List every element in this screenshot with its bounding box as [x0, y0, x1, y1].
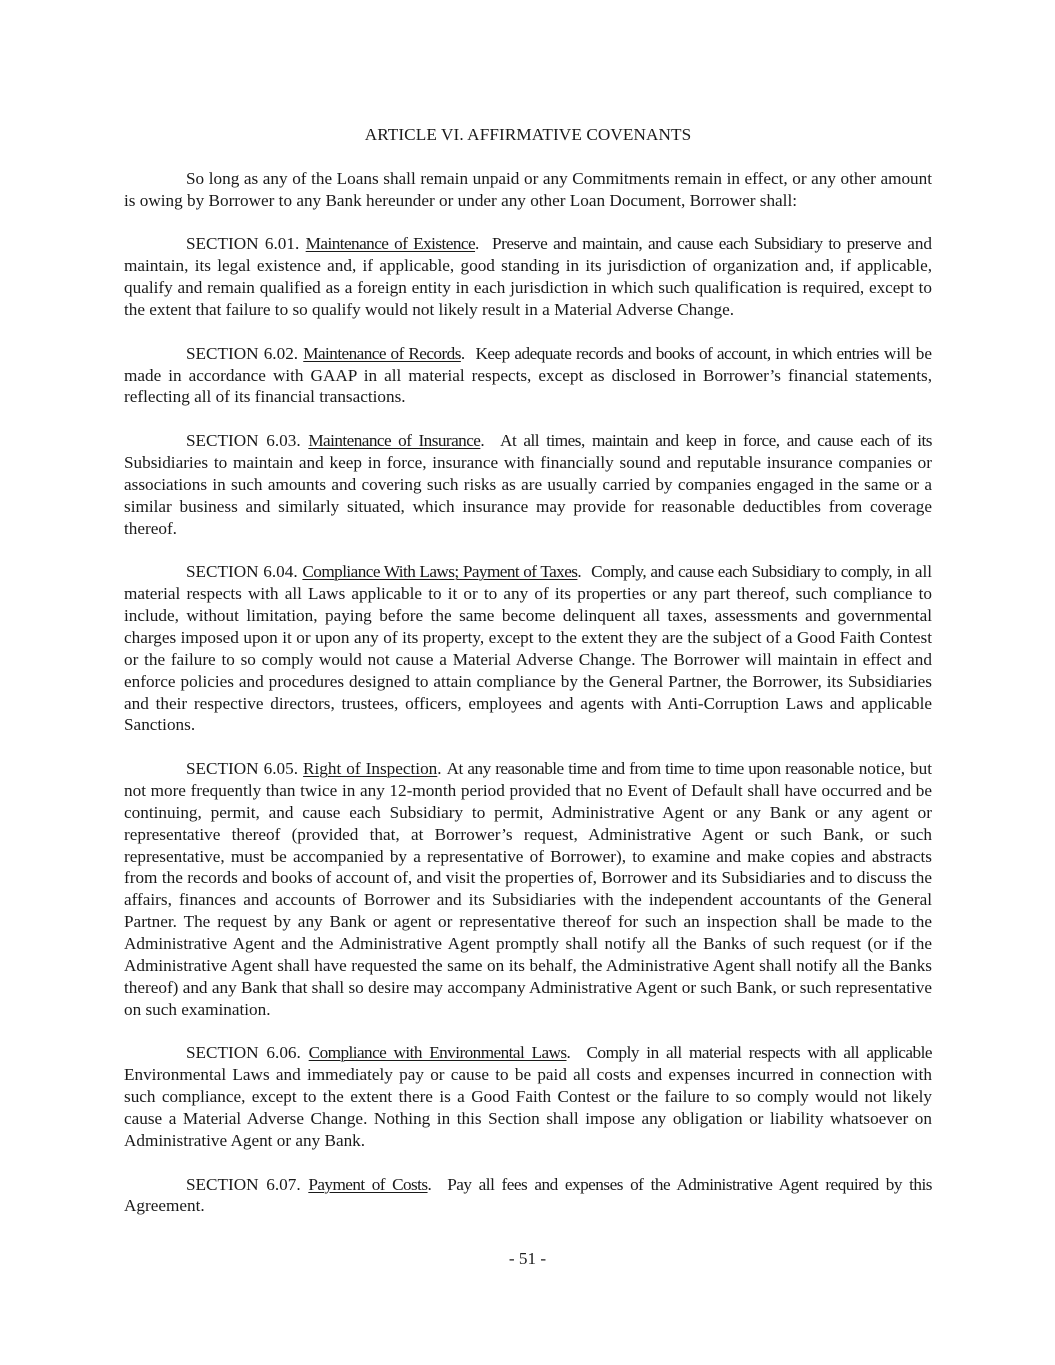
- section-lead-text: At any reasonable time and from time to time upon reasonable: [446, 758, 854, 778]
- section-body: will be made in accordance with GAAP in all material respects, except as disclosed in Borrower’s financial statements, reflecting all of its financial transactions.: [124, 343, 933, 407]
- section-6-03: SECTION 6.03. Maintenance of Insurance. At all times, maintain and keep in force, and cause each of its Subsidiaries to maintain and keep in force, insurance with financially sound and reputable insurance companies or associations in such amounts and covering such risks as are usually carried by companies engaged in the same or a similar business and similarly situated, which insurance may provide for reasonable deductibles from coverage thereof.: [124, 430, 932, 538]
- section-number: SECTION 6.01.: [186, 234, 300, 254]
- section-body: notice, but not more frequently than twice in any 12-month period provided that no Event of Default shall have occurred and be continuing, permit, and cause each Subsidiary to permit, Administrative Agent or any Bank or any agent or representative thereof (provided that, at Borrower’s request, Administrative Agent or such Bank, or such representative, must be accompanied by a representative of Borrower), to examine and make copies and abstracts from the records and books of account of, and visit the properties of, Borrower and its Subsidiaries and to discuss the affairs, finances and accounts of Borrower and its Subsidiaries with the independent accountants of the General Partner. The request by any Bank or agent or representative thereof for such an inspection shall be made to the Administrative Agent and the Administrative Agent promptly shall notify all the Banks of such request (or if the Administrative Agent shall have requested the same on its behalf, the Administrative Agent shall notify all the Banks thereof) and any Bank that shall so desire may accompany Administrative Agent or such Bank, or such representative on such examination.: [124, 758, 933, 1019]
- section-number: SECTION 6.03.: [186, 430, 301, 450]
- section-body: Environmental Laws and immediately pay or cause to be paid all costs and expenses incurred in connection with such compliance, except to the extent there is a Good Faith Contest or the failure to so comply would not likely cause a Material Adverse Change. Nothing in this Section shall impose any obligation or liability whatsoever on Administrative Agent or any Bank.: [124, 1065, 932, 1150]
- section-lead-text: Keep adequate records and books of account, in which entries: [475, 343, 879, 363]
- section-6-01: SECTION 6.01. Maintenance of Existence. Preserve and maintain, and cause each Subsidiary to preserve and maintain, its legal existence and, if applicable, good standing in its jurisdiction of organization and, if applicable, qualify and remain qualified as a foreign entity in each jurisdiction in which such qualification is required, except to the extent that failure to so qualify would not likely result in a Material Adverse Change.: [124, 234, 933, 320]
- section-lead-text: Comply, and cause each Subsidiary to comply,: [591, 562, 893, 582]
- section-6-05: SECTION 6.05. Right of Inspection. At any reasonable time and from time to time upon reasonable notice, but not more frequently than twice in any 12-month period provided that no Event of Default shall have occurred and be continuing, permit, and cause each Subsidiary to permit, Administrative Agent or any Bank or any agent or representative thereof (provided that, at Borrower’s request, Administrative Agent or such Bank, or such representative, must be accompanied by a representative of Borrower), to examine and make copies and abstracts from the records and books of account of, and visit the properties of, Borrower and its Subsidiaries and to discuss the affairs, finances and accounts of Borrower and its Subsidiaries with the independent accountants of the General Partner. The request by any Bank or agent or representative thereof for such an inspection shall be made to the Administrative Agent and the Administrative Agent promptly shall notify all the Banks of such request (or if the Administrative Agent shall have requested the same on its behalf, the Administrative Agent shall notify all the Banks thereof) and any Bank that shall so desire may accompany Administrative Agent or such Bank, or such representative on such examination.: [124, 758, 933, 1019]
- section-6-06: SECTION 6.06. Compliance with Environmental Laws. Comply in all material respects with all applicable Environmental Laws and immediately pay or cause to be paid all costs and expenses incurred in connection with such compliance, except to the extent there is a Good Faith Contest or the failure to so comply would not likely cause a Material Adverse Change. Nothing in this Section shall impose any obligation or liability whatsoever on Administrative Agent or any Bank.: [124, 1043, 933, 1150]
- section-caption: Compliance With Laws; Payment of Taxes: [302, 562, 578, 582]
- section-body: and maintain, its legal existence and, if applicable, good standing in its jurisdiction of organization and, if applicable, qualify and remain qualified as a foreign entity in each jurisdiction in which such qualification is required, except to the extent that failure to so qualify would not likely result in a Material Adverse Change.: [124, 234, 933, 320]
- document-page: [124, 124, 932, 1239]
- section-number: SECTION 6.04.: [186, 562, 298, 582]
- section-body: Agreement.: [124, 1196, 205, 1216]
- page-number: - 51 -: [508, 1249, 547, 1268]
- section-lead-text: Pay all fees and expenses of the Administrative Agent required by this: [447, 1174, 932, 1194]
- section-6-07: SECTION 6.07. Payment of Costs. Pay all fees and expenses of the Administrative Agent required by this Agreement.: [124, 1174, 932, 1216]
- section-caption: Maintenance of Records: [303, 343, 461, 363]
- intro-paragraph: So long as any of the Loans shall remain unpaid or any Commitments remain in effect, or any other amount is owing by Borrower to any Bank hereunder or under any other Loan Document, Borrower shall:: [124, 169, 932, 210]
- section-number: SECTION 6.07.: [186, 1174, 301, 1194]
- section-body: Subsidiaries to maintain and keep in force, insurance with financially sound and reputable insurance companies or associations in such amounts and covering such risks as are usually carried by companies engaged in the same or a similar business and similarly situated, which insurance may provide for reasonable deductibles from coverage thereof.: [124, 452, 932, 538]
- section-6-02: SECTION 6.02. Maintenance of Records. Keep adequate records and books of account, in which entries will be made in accordance with GAAP in all material respects, except as disclosed in Borrower’s financial statements, reflecting all of its financial transactions.: [124, 343, 933, 407]
- article-title: ARTICLE VI. AFFIRMATIVE COVENANTS: [364, 125, 692, 144]
- section-6-04: SECTION 6.04. Compliance With Laws; Payment of Taxes. Comply, and cause each Subsidiary to comply, in all material respects with all Laws applicable to it or to any of its properties or any part thereof, such compliance to include, without limitation, paying before the same become delinquent all taxes, assessments and governmental charges imposed upon it or upon any of its property, except to the extent they are the subject of a Good Faith Contest or the failure to so comply would not cause a Material Adverse Change. The Borrower will maintain in effect and enforce policies and procedures designed to attain compliance by the General Partner, the Borrower, its Subsidiaries and their respective directors, trustees, officers, employees and agents with Anti-Corruption Laws and applicable Sanctions.: [124, 562, 933, 735]
- section-number: SECTION 6.02.: [186, 343, 299, 363]
- section-body: in all material respects with all Laws applicable to it or to any of its properties or any part thereof, such compliance to include, without limitation, paying before the same become delinquent all taxes, assessments and governmental charges imposed upon it or upon any of its property, except to the extent they are the subject of a Good Faith Contest or the failure to so comply would not cause a Material Adverse Change. The Borrower will maintain in effect and enforce policies and procedures designed to attain compliance by the General Partner, the Borrower, its Subsidiaries and their respective directors, trustees, officers, employees and agents with Anti-Corruption Laws and applicable Sanctions.: [124, 562, 933, 735]
- section-caption: Maintenance of Insurance: [308, 430, 481, 450]
- section-caption: Compliance with Environmental Laws: [308, 1043, 567, 1063]
- section-caption: Maintenance of Existence: [305, 234, 476, 254]
- section-lead-text: Comply in all material respects with all applicable: [586, 1043, 933, 1063]
- section-lead-text: At all times, maintain and keep in force, and cause each of its: [500, 430, 932, 450]
- section-number: SECTION 6.06.: [186, 1043, 301, 1063]
- section-caption: Payment of Costs: [308, 1174, 428, 1194]
- section-number: SECTION 6.05.: [186, 758, 298, 778]
- section-lead-text: Preserve and maintain, and cause each Subsidiary to preserve: [492, 234, 901, 254]
- section-caption: Right of Inspection: [303, 758, 438, 778]
